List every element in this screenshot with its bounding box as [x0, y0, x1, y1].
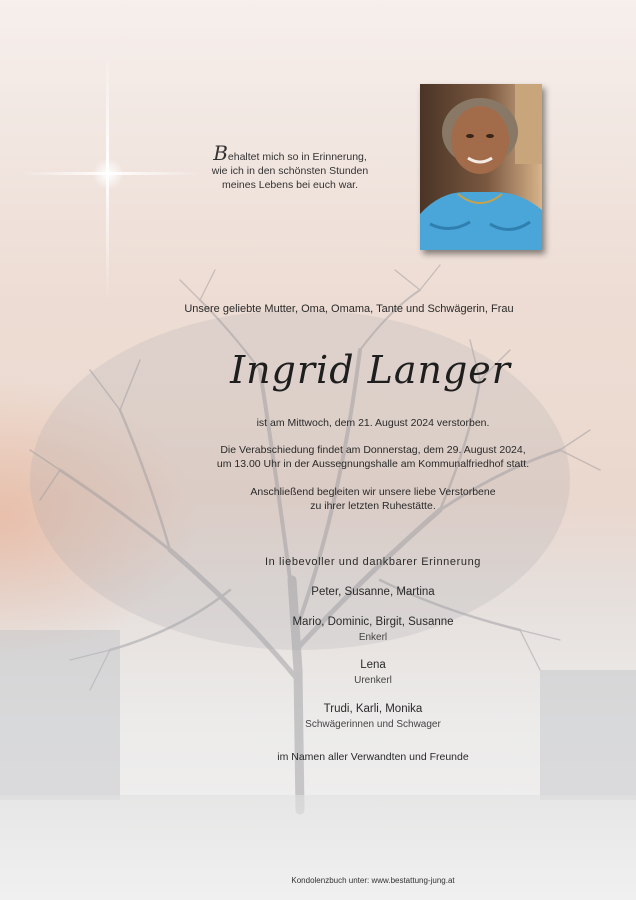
farewell-info	[0, 443, 636, 471]
quote-line-3: meines Lebens bei euch war.	[221, 179, 358, 191]
family-role: Enkerl	[358, 632, 388, 643]
relatives-line: im Namen aller Verwandten und Freunde	[277, 751, 469, 763]
farewell-line-1: Die Verabschiedung findet am Donnerstag, dem 29. August 2024,	[220, 444, 526, 456]
condolence-link[interactable]: Kondolenzbuch unter: www.bestattung-jung.at	[291, 876, 455, 885]
burial-info	[0, 485, 636, 513]
family-names: Lena	[360, 659, 386, 671]
quote-initial: B	[213, 141, 228, 165]
light-sparkle-core	[92, 158, 124, 190]
death-notice: ist am Mittwoch, dem 21. August 2024 verstorben.	[256, 417, 490, 429]
burial-line-1: Anschließend begleiten wir unsere liebe Verstorbene	[250, 486, 496, 498]
memory-heading: In liebevoller und dankbarer Erinnerung	[264, 556, 482, 568]
farewell-line-2: um 13.00 Uhr in der Aussegnungshalle am Kommunalfriedhof statt.	[216, 458, 530, 470]
burial-line-2: zu ihrer letzten Ruhestätte.	[310, 500, 436, 512]
family-group	[0, 702, 636, 732]
family-names: Mario, Dominic, Birgit, Susanne	[292, 616, 454, 628]
quote-line-1	[190, 141, 390, 165]
family-role: Urenkerl	[354, 675, 392, 686]
quote-line-1-text: ehaltet mich so in Erinnerung,	[227, 151, 367, 163]
portrait-photo	[420, 84, 542, 250]
family-names: Peter, Susanne, Martina	[311, 586, 435, 598]
family-role: Schwägerinnen und Schwager	[305, 719, 441, 730]
family-group	[0, 585, 636, 600]
quote-line-2: wie ich in den schönsten Stunden	[211, 165, 369, 177]
memorial-quote	[190, 141, 390, 192]
intro-text: Unsere geliebte Mutter, Oma, Omama, Tante und Schwägerin, Frau	[184, 303, 514, 315]
family-names: Trudi, Karli, Monika	[323, 703, 423, 715]
family-group	[0, 615, 636, 645]
deceased-name: Ingrid Langer	[230, 348, 511, 392]
family-group	[0, 658, 636, 688]
